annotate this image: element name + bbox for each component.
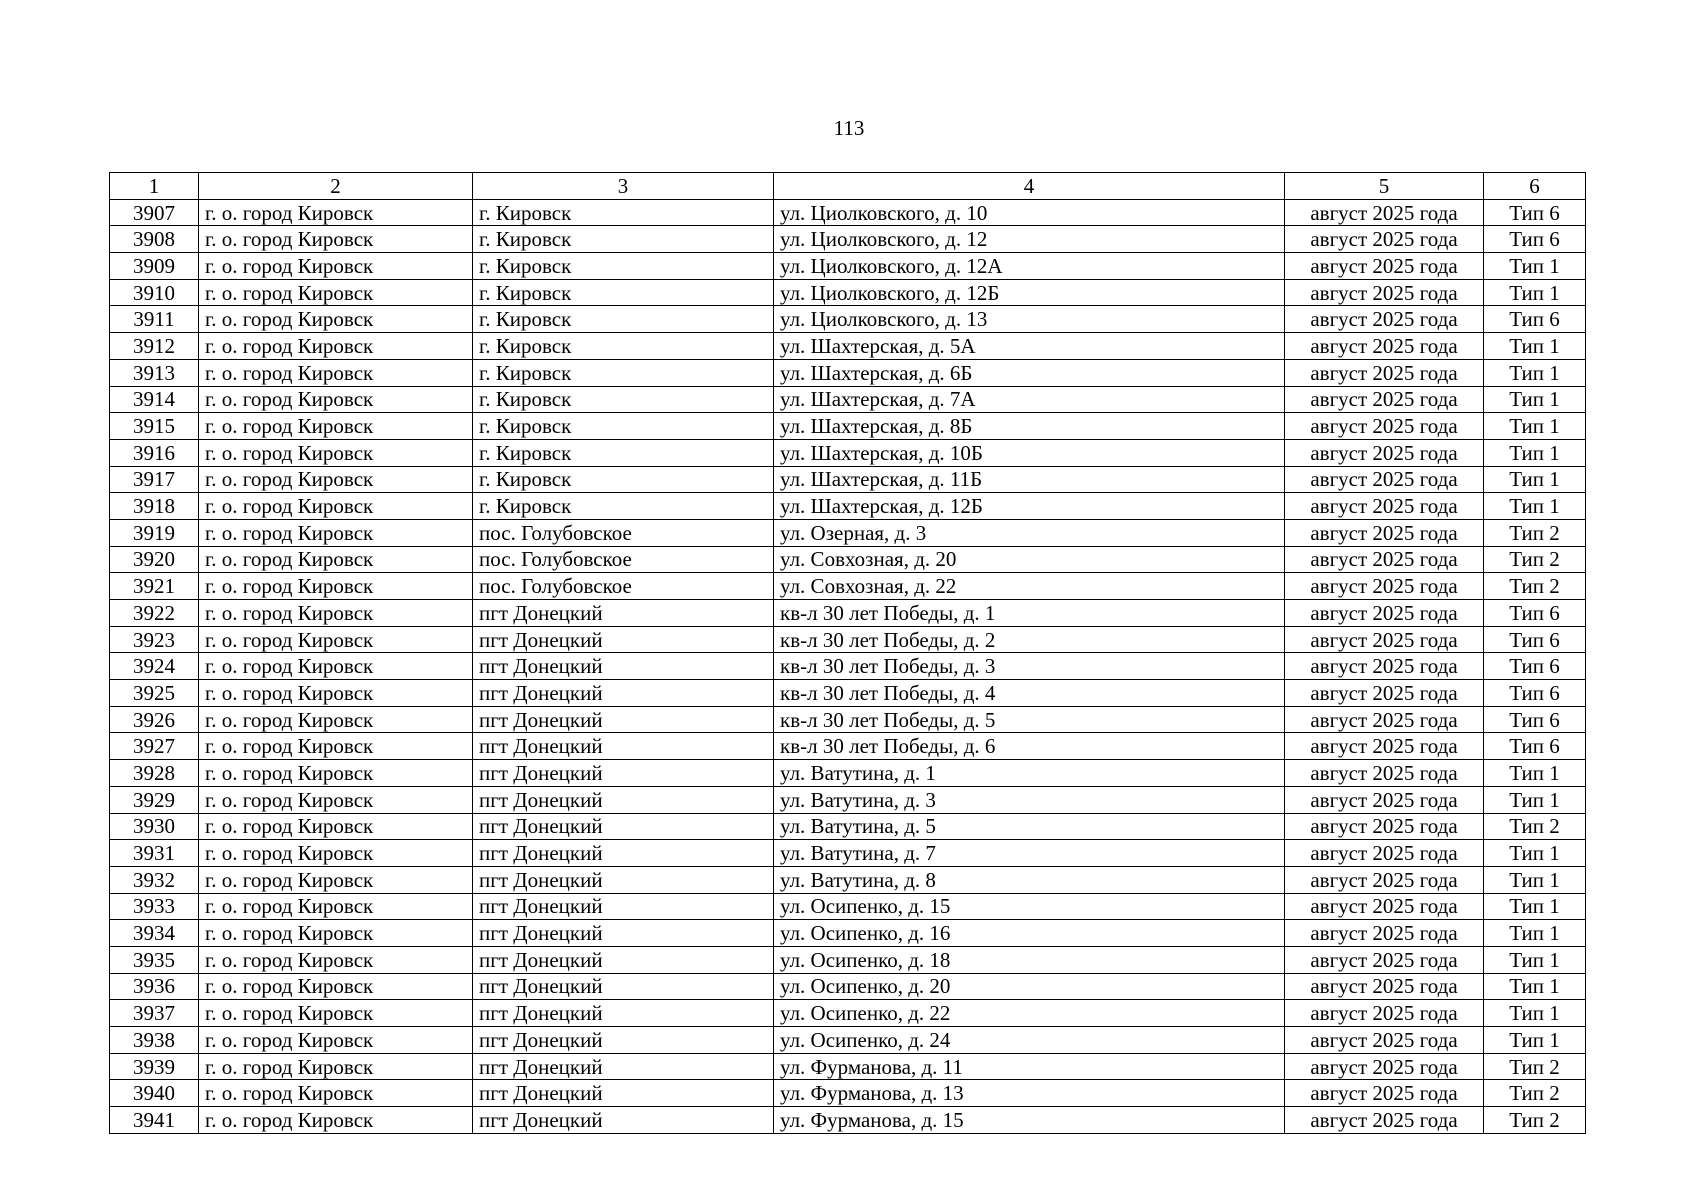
table-row [110, 253, 1586, 280]
settlement-cell: пгт Донецкий [473, 600, 774, 627]
municipality-cell: г. о. город Кировск [199, 413, 473, 440]
row-number-cell: 3932 [110, 866, 199, 893]
municipality-cell: г. о. город Кировск [199, 733, 473, 760]
table-row [110, 813, 1586, 840]
type-cell: Тип 6 [1484, 733, 1586, 760]
municipality-cell: г. о. город Кировск [199, 786, 473, 813]
table-row [110, 519, 1586, 546]
date-cell: август 2025 года [1285, 733, 1484, 760]
type-cell: Тип 1 [1484, 279, 1586, 306]
address-cell: ул. Ватутина, д. 5 [774, 813, 1285, 840]
settlement-cell: пгт Донецкий [473, 1080, 774, 1107]
table-row [110, 1080, 1586, 1107]
row-number-cell: 3907 [110, 199, 199, 226]
address-cell: ул. Шахтерская, д. 8Б [774, 413, 1285, 440]
type-cell: Тип 1 [1484, 920, 1586, 947]
date-cell: август 2025 года [1285, 600, 1484, 627]
row-number-cell: 3911 [110, 306, 199, 333]
row-number-cell: 3912 [110, 333, 199, 360]
date-cell: август 2025 года [1285, 519, 1484, 546]
address-cell: ул. Циолковского, д. 10 [774, 199, 1285, 226]
address-cell: ул. Шахтерская, д. 6Б [774, 359, 1285, 386]
table-body [110, 199, 1586, 1133]
municipality-cell: г. о. город Кировск [199, 1000, 473, 1027]
table-row [110, 786, 1586, 813]
address-cell: ул. Ватутина, д. 7 [774, 840, 1285, 867]
type-cell: Тип 1 [1484, 973, 1586, 1000]
municipality-cell: г. о. город Кировск [199, 359, 473, 386]
municipality-cell: г. о. город Кировск [199, 493, 473, 520]
row-number-cell: 3921 [110, 573, 199, 600]
column-header-6: 6 [1484, 173, 1586, 200]
row-number-cell: 3933 [110, 893, 199, 920]
address-cell: ул. Шахтерская, д. 7А [774, 386, 1285, 413]
type-cell: Тип 6 [1484, 306, 1586, 333]
type-cell: Тип 2 [1484, 1080, 1586, 1107]
table-row [110, 733, 1586, 760]
row-number-cell: 3925 [110, 680, 199, 707]
type-cell: Тип 1 [1484, 866, 1586, 893]
type-cell: Тип 6 [1484, 626, 1586, 653]
municipality-cell: г. о. город Кировск [199, 813, 473, 840]
address-cell: кв-л 30 лет Победы, д. 1 [774, 600, 1285, 627]
row-number-cell: 3920 [110, 546, 199, 573]
municipality-cell: г. о. город Кировск [199, 920, 473, 947]
settlement-cell: пос. Голубовское [473, 573, 774, 600]
table-row [110, 1107, 1586, 1134]
address-cell: ул. Циолковского, д. 13 [774, 306, 1285, 333]
address-cell: ул. Осипенко, д. 18 [774, 946, 1285, 973]
municipality-cell: г. о. город Кировск [199, 973, 473, 1000]
address-cell: ул. Осипенко, д. 16 [774, 920, 1285, 947]
settlement-cell: г. Кировск [473, 439, 774, 466]
type-cell: Тип 1 [1484, 359, 1586, 386]
address-cell: ул. Фурманова, д. 15 [774, 1107, 1285, 1134]
date-cell: август 2025 года [1285, 306, 1484, 333]
table-row [110, 226, 1586, 253]
municipality-cell: г. о. город Кировск [199, 279, 473, 306]
settlement-cell: пгт Донецкий [473, 1107, 774, 1134]
date-cell: август 2025 года [1285, 680, 1484, 707]
row-number-cell: 3922 [110, 600, 199, 627]
address-cell: ул. Осипенко, д. 15 [774, 893, 1285, 920]
address-cell: ул. Ватутина, д. 1 [774, 760, 1285, 787]
address-cell: ул. Ватутина, д. 8 [774, 866, 1285, 893]
type-cell: Тип 1 [1484, 1027, 1586, 1054]
date-cell: август 2025 года [1285, 866, 1484, 893]
settlement-cell: г. Кировск [473, 279, 774, 306]
type-cell: Тип 2 [1484, 546, 1586, 573]
settlement-cell: пгт Донецкий [473, 973, 774, 1000]
table-row [110, 413, 1586, 440]
type-cell: Тип 2 [1484, 519, 1586, 546]
date-cell: август 2025 года [1285, 199, 1484, 226]
address-cell: ул. Циолковского, д. 12Б [774, 279, 1285, 306]
date-cell: август 2025 года [1285, 1027, 1484, 1054]
date-cell: август 2025 года [1285, 573, 1484, 600]
row-number-cell: 3936 [110, 973, 199, 1000]
row-number-cell: 3917 [110, 466, 199, 493]
table-row [110, 279, 1586, 306]
register-table [109, 172, 1586, 1134]
settlement-cell: пгт Донецкий [473, 813, 774, 840]
type-cell: Тип 1 [1484, 386, 1586, 413]
settlement-cell: пгт Донецкий [473, 706, 774, 733]
row-number-cell: 3927 [110, 733, 199, 760]
date-cell: август 2025 года [1285, 1107, 1484, 1134]
settlement-cell: пгт Донецкий [473, 653, 774, 680]
settlement-cell: пгт Донецкий [473, 946, 774, 973]
table-row [110, 840, 1586, 867]
row-number-cell: 3923 [110, 626, 199, 653]
municipality-cell: г. о. город Кировск [199, 439, 473, 466]
date-cell: август 2025 года [1285, 439, 1484, 466]
table-row [110, 893, 1586, 920]
municipality-cell: г. о. город Кировск [199, 546, 473, 573]
type-cell: Тип 1 [1484, 893, 1586, 920]
table-row [110, 1000, 1586, 1027]
row-number-cell: 3929 [110, 786, 199, 813]
type-cell: Тип 2 [1484, 1053, 1586, 1080]
settlement-cell: пгт Донецкий [473, 626, 774, 653]
table-row [110, 439, 1586, 466]
date-cell: август 2025 года [1285, 1000, 1484, 1027]
date-cell: август 2025 года [1285, 359, 1484, 386]
address-cell: кв-л 30 лет Победы, д. 6 [774, 733, 1285, 760]
column-header-2: 2 [199, 173, 473, 200]
row-number-cell: 3915 [110, 413, 199, 440]
table-row [110, 1053, 1586, 1080]
address-cell: ул. Фурманова, д. 13 [774, 1080, 1285, 1107]
date-cell: август 2025 года [1285, 279, 1484, 306]
table-row [110, 466, 1586, 493]
municipality-cell: г. о. город Кировск [199, 626, 473, 653]
date-cell: август 2025 года [1285, 626, 1484, 653]
type-cell: Тип 2 [1484, 573, 1586, 600]
settlement-cell: пгт Донецкий [473, 760, 774, 787]
address-cell: ул. Шахтерская, д. 10Б [774, 439, 1285, 466]
address-cell: ул. Шахтерская, д. 12Б [774, 493, 1285, 520]
date-cell: август 2025 года [1285, 813, 1484, 840]
settlement-cell: г. Кировск [473, 466, 774, 493]
municipality-cell: г. о. город Кировск [199, 573, 473, 600]
type-cell: Тип 1 [1484, 840, 1586, 867]
municipality-cell: г. о. город Кировск [199, 253, 473, 280]
address-cell: кв-л 30 лет Победы, д. 5 [774, 706, 1285, 733]
date-cell: август 2025 года [1285, 760, 1484, 787]
settlement-cell: г. Кировск [473, 306, 774, 333]
date-cell: август 2025 года [1285, 920, 1484, 947]
table-row [110, 706, 1586, 733]
row-number-cell: 3919 [110, 519, 199, 546]
date-cell: август 2025 года [1285, 1080, 1484, 1107]
table-row [110, 1027, 1586, 1054]
type-cell: Тип 1 [1484, 253, 1586, 280]
address-cell: ул. Совхозная, д. 22 [774, 573, 1285, 600]
row-number-cell: 3913 [110, 359, 199, 386]
date-cell: август 2025 года [1285, 1053, 1484, 1080]
table-row [110, 546, 1586, 573]
column-header-4: 4 [774, 173, 1285, 200]
address-cell: кв-л 30 лет Победы, д. 4 [774, 680, 1285, 707]
table-row [110, 946, 1586, 973]
table-row [110, 680, 1586, 707]
date-cell: август 2025 года [1285, 333, 1484, 360]
address-cell: ул. Осипенко, д. 22 [774, 1000, 1285, 1027]
type-cell: Тип 1 [1484, 466, 1586, 493]
municipality-cell: г. о. город Кировск [199, 1053, 473, 1080]
type-cell: Тип 1 [1484, 439, 1586, 466]
table-row [110, 573, 1586, 600]
date-cell: август 2025 года [1285, 840, 1484, 867]
address-cell: ул. Осипенко, д. 24 [774, 1027, 1285, 1054]
row-number-cell: 3916 [110, 439, 199, 466]
address-cell: ул. Шахтерская, д. 5А [774, 333, 1285, 360]
settlement-cell: г. Кировск [473, 333, 774, 360]
settlement-cell: г. Кировск [473, 386, 774, 413]
date-cell: август 2025 года [1285, 386, 1484, 413]
row-number-cell: 3938 [110, 1027, 199, 1054]
municipality-cell: г. о. город Кировск [199, 1080, 473, 1107]
row-number-cell: 3940 [110, 1080, 199, 1107]
date-cell: август 2025 года [1285, 946, 1484, 973]
row-number-cell: 3934 [110, 920, 199, 947]
date-cell: август 2025 года [1285, 653, 1484, 680]
table-row [110, 386, 1586, 413]
date-cell: август 2025 года [1285, 786, 1484, 813]
settlement-cell: пгт Донецкий [473, 893, 774, 920]
address-cell: ул. Озерная, д. 3 [774, 519, 1285, 546]
row-number-cell: 3910 [110, 279, 199, 306]
settlement-cell: пос. Голубовское [473, 519, 774, 546]
type-cell: Тип 6 [1484, 706, 1586, 733]
settlement-cell: г. Кировск [473, 253, 774, 280]
column-header-5: 5 [1285, 173, 1484, 200]
type-cell: Тип 1 [1484, 413, 1586, 440]
row-number-cell: 3909 [110, 253, 199, 280]
date-cell: август 2025 года [1285, 973, 1484, 1000]
row-number-cell: 3931 [110, 840, 199, 867]
settlement-cell: пгт Донецкий [473, 680, 774, 707]
type-cell: Тип 1 [1484, 760, 1586, 787]
municipality-cell: г. о. город Кировск [199, 386, 473, 413]
type-cell: Тип 2 [1484, 1107, 1586, 1134]
address-cell: кв-л 30 лет Победы, д. 3 [774, 653, 1285, 680]
address-cell: ул. Осипенко, д. 20 [774, 973, 1285, 1000]
municipality-cell: г. о. город Кировск [199, 306, 473, 333]
address-cell: ул. Циолковского, д. 12 [774, 226, 1285, 253]
municipality-cell: г. о. город Кировск [199, 466, 473, 493]
address-cell: ул. Совхозная, д. 20 [774, 546, 1285, 573]
table-row [110, 866, 1586, 893]
municipality-cell: г. о. город Кировск [199, 519, 473, 546]
type-cell: Тип 1 [1484, 333, 1586, 360]
type-cell: Тип 6 [1484, 226, 1586, 253]
municipality-cell: г. о. город Кировск [199, 1027, 473, 1054]
municipality-cell: г. о. город Кировск [199, 893, 473, 920]
row-number-cell: 3930 [110, 813, 199, 840]
address-cell: ул. Ватутина, д. 3 [774, 786, 1285, 813]
municipality-cell: г. о. город Кировск [199, 706, 473, 733]
table-row [110, 359, 1586, 386]
settlement-cell: пгт Донецкий [473, 866, 774, 893]
table-row [110, 306, 1586, 333]
row-number-cell: 3918 [110, 493, 199, 520]
municipality-cell: г. о. город Кировск [199, 600, 473, 627]
municipality-cell: г. о. город Кировск [199, 1107, 473, 1134]
address-cell: ул. Циолковского, д. 12А [774, 253, 1285, 280]
settlement-cell: г. Кировск [473, 493, 774, 520]
municipality-cell: г. о. город Кировск [199, 226, 473, 253]
row-number-cell: 3908 [110, 226, 199, 253]
date-cell: август 2025 года [1285, 253, 1484, 280]
settlement-cell: пгт Донецкий [473, 786, 774, 813]
table-row [110, 920, 1586, 947]
type-cell: Тип 6 [1484, 600, 1586, 627]
municipality-cell: г. о. город Кировск [199, 199, 473, 226]
settlement-cell: пгт Донецкий [473, 1000, 774, 1027]
table-row [110, 493, 1586, 520]
settlement-cell: пгт Донецкий [473, 1027, 774, 1054]
table-row [110, 626, 1586, 653]
address-cell: кв-л 30 лет Победы, д. 2 [774, 626, 1285, 653]
row-number-cell: 3935 [110, 946, 199, 973]
row-number-cell: 3937 [110, 1000, 199, 1027]
settlement-cell: г. Кировск [473, 199, 774, 226]
table-row [110, 600, 1586, 627]
settlement-cell: пос. Голубовское [473, 546, 774, 573]
settlement-cell: пгт Донецкий [473, 920, 774, 947]
municipality-cell: г. о. город Кировск [199, 866, 473, 893]
table-row [110, 653, 1586, 680]
row-number-cell: 3928 [110, 760, 199, 787]
column-header-3: 3 [473, 173, 774, 200]
date-cell: август 2025 года [1285, 226, 1484, 253]
table-row [110, 760, 1586, 787]
type-cell: Тип 1 [1484, 1000, 1586, 1027]
address-cell: ул. Шахтерская, д. 11Б [774, 466, 1285, 493]
address-cell: ул. Фурманова, д. 11 [774, 1053, 1285, 1080]
type-cell: Тип 6 [1484, 653, 1586, 680]
date-cell: август 2025 года [1285, 893, 1484, 920]
table-row [110, 973, 1586, 1000]
type-cell: Тип 6 [1484, 680, 1586, 707]
type-cell: Тип 6 [1484, 199, 1586, 226]
municipality-cell: г. о. город Кировск [199, 333, 473, 360]
municipality-cell: г. о. город Кировск [199, 680, 473, 707]
page-number: 113 [833, 116, 865, 140]
row-number-cell: 3939 [110, 1053, 199, 1080]
row-number-cell: 3914 [110, 386, 199, 413]
date-cell: август 2025 года [1285, 546, 1484, 573]
row-number-cell: 3924 [110, 653, 199, 680]
date-cell: август 2025 года [1285, 493, 1484, 520]
row-number-cell: 3941 [110, 1107, 199, 1134]
date-cell: август 2025 года [1285, 413, 1484, 440]
date-cell: август 2025 года [1285, 466, 1484, 493]
settlement-cell: пгт Донецкий [473, 1053, 774, 1080]
type-cell: Тип 1 [1484, 946, 1586, 973]
date-cell: август 2025 года [1285, 706, 1484, 733]
municipality-cell: г. о. город Кировск [199, 653, 473, 680]
table-row [110, 199, 1586, 226]
row-number-cell: 3926 [110, 706, 199, 733]
settlement-cell: г. Кировск [473, 359, 774, 386]
settlement-cell: г. Кировск [473, 413, 774, 440]
type-cell: Тип 2 [1484, 813, 1586, 840]
table-row [110, 333, 1586, 360]
settlement-cell: г. Кировск [473, 226, 774, 253]
type-cell: Тип 1 [1484, 786, 1586, 813]
municipality-cell: г. о. город Кировск [199, 946, 473, 973]
type-cell: Тип 1 [1484, 493, 1586, 520]
municipality-cell: г. о. город Кировск [199, 840, 473, 867]
settlement-cell: пгт Донецкий [473, 733, 774, 760]
header-row [110, 173, 1586, 200]
column-header-1: 1 [110, 173, 199, 200]
municipality-cell: г. о. город Кировск [199, 760, 473, 787]
settlement-cell: пгт Донецкий [473, 840, 774, 867]
